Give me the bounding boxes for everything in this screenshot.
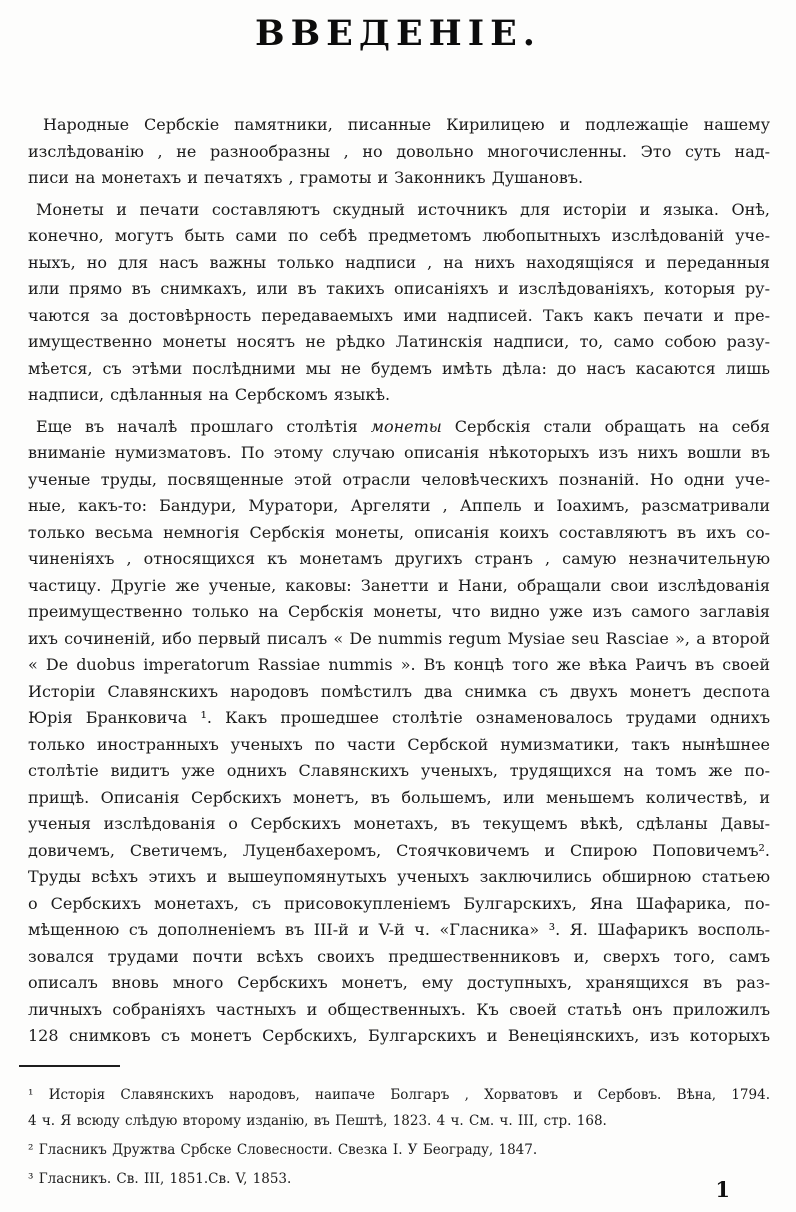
text-line: о Сербскихъ монетахъ, съ присовокупленіемъ Булгарскихъ, Яна Шафарика, по- [28,893,770,913]
footnote-2 [28,1137,770,1163]
text-line: описалъ вновь много Сербскихъ монетъ, ему доступныхъ, хранящихся въ раз- [28,973,770,992]
text-line: 128 снимковъ съ монетъ Сербскихъ, Булгарскихъ и Венеціянскихъ, изъ которыхъ [28,1026,770,1045]
footnote-1 [28,1082,770,1134]
text-line: ученые труды, посвященные этой отрасли человѣческихъ познаній. Но одни уче- [28,469,770,489]
text-line: вниманіе нумизматовъ. По этому случаю описанія нѣкоторыхъ изъ нихъ вошли въ [28,443,770,462]
page-number: 1 [715,1177,730,1202]
footnote-line: ³ Гласникъ. Св. III, 1851.Св. V, 1853. [28,1170,292,1187]
text-line: довичемъ, Светичемъ, Луценбахеромъ, Стоячковичемъ и Спирою Поповичемъ². [28,840,770,860]
text-line: Монеты и печати составляютъ скудный источникъ для исторіи и языка. Онѣ, [36,199,770,219]
text-line: мѣщенною съ дополненіемъ въ III-й и V-й ч. «Гласника» ³. Я. Шафарикъ восполь- [28,920,770,939]
text-line: имущественно монеты носятъ не рѣдко Латинскія надписи, то, само собою разу- [28,332,770,351]
text-line: ныхъ, но для насъ важны только надписи , на нихъ находящіяся и переданныя [28,252,770,272]
text-line: Юрія Бранковича ¹. Какъ прошедшее столѣтіе ознаменовалось трудами однихъ [28,708,770,727]
paragraph-1 [28,112,770,192]
text-line: только весьма немногія Сербскія монеты, описанія коихъ составляютъ въ ихъ со- [28,522,770,542]
body-text [28,112,770,1192]
text-line: ученыя изслѣдованія о Сербскихъ монетахъ, въ текущемъ вѣкѣ, сдѣланы Давы- [28,814,770,833]
footnote-line: ² Гласникъ Дружтва Србске Словесности. Свезка I. У Београду, 1847. [28,1141,538,1158]
footnotes [28,1082,770,1192]
footnote-line: ¹ Исторія Славянскихъ народовъ, наипаче Болгаръ , Хорватовъ и Сербовъ. Вѣна, 1794. [28,1086,770,1103]
text-line: чаются за достовѣрность передаваемыхъ ими надписей. Такъ какъ печати и пре- [28,305,770,325]
text-line: частицу. Другіе же ученые, каковы: Занетти и Нани, обращали свои изслѣдованія [28,575,770,595]
paragraph-3 [28,414,770,1050]
text-line: писи на монетахъ и печатяхъ , грамоты и Законникъ Душановъ. [28,168,584,187]
text-line: Народные Сербскіе памятники, писанные Кирилицею и подлежащіе нашему [43,115,770,134]
text-line: личныхъ собраніяхъ частныхъ и общественныхъ. Къ своей статьѣ онъ приложилъ [28,999,770,1019]
text-line [28,414,770,441]
text-line: мѣется, съ этѣми послѣдними мы не будемъ имѣть дѣла: до насъ касаются лишь [28,358,770,378]
text-line: только иностранныхъ ученыхъ по части Сербской нумизматики, такъ нынѣшнее [28,734,770,754]
text-segment: Еще въ началѣ прошлаго столѣтія [36,416,371,436]
text-line: столѣтіе видитъ уже однихъ Славянскихъ ученыхъ, трудящихся на томъ же по- [28,761,770,780]
footnote-3 [28,1166,770,1192]
text-line: изслѣдованію , не разнообразны , но довольно многочисленны. Это суть над- [28,141,770,161]
page-title: ВВЕДЕНІЕ. [255,13,541,54]
footnote-line: 4 ч. Я всюду слѣдую второму изданію, въ Пештѣ, 1823. 4 ч. См. ч. III, стр. 168. [28,1112,607,1129]
text-line: Исторіи Славянскихъ народовъ помѣстилъ два снимка съ двухъ монетъ деспота [28,681,770,701]
text-line: преимущественно только на Сербскія монеты, что видно уже изъ самого заглавія [28,602,770,621]
text-line: чиненіяхъ , относящихся къ монетамъ другихъ странъ , самую незначительную [28,549,770,568]
text-line: или прямо въ снимкахъ, или въ такихъ описаніяхъ и изслѣдованіяхъ, которыя ру- [28,279,770,298]
paragraph-2 [28,197,770,409]
footnote-separator [19,1065,120,1067]
text-line: надписи, сдѣланныя на Сербскомъ языкѣ. [28,385,391,404]
text-line: « De duobus imperatorum Rassiae nummis ». Въ концѣ того же вѣка Раичъ въ своей [28,655,770,674]
text-line: прищѣ. Описанія Сербскихъ монетъ, въ большемъ, или меньшемъ количествѣ, и [28,787,770,807]
text-line: Труды всѣхъ этихъ и вышеупомянутыхъ ученыхъ заключились обширною статьею [28,867,770,886]
emphasized-word: монеты [370,416,442,436]
text-line: ные, какъ-то: Бандури, Муратори, Аргеляти , Аппель и Іоахимъ, разсматривали [28,496,770,515]
text-line: ихъ сочиненій, ибо первый писалъ « De nummis regum Mysiae seu Rasciae », а второй [28,628,770,648]
text-line: зовался трудами почти всѣхъ своихъ предшественниковъ и, сверхъ того, самъ [28,946,770,966]
text-segment: Сербскія стали обращать на себя [441,416,770,436]
text-line: конечно, могутъ быть сами по себѣ предметомъ любопытныхъ изслѣдованій уче- [28,226,770,245]
